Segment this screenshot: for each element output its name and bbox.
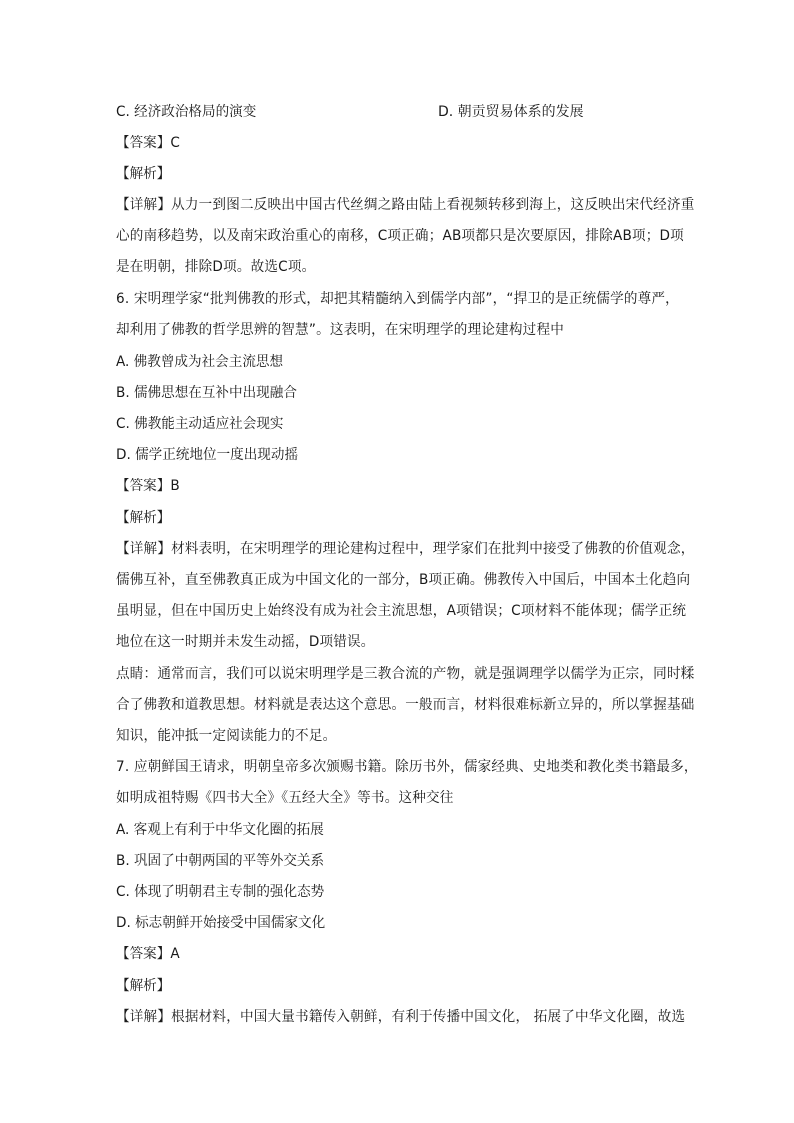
q6-detail-line: 儒佛互补，直至佛教真正成为中国文化的一部分，B项正确。佛教传入中国后，中国本土化趋向: [116, 572, 691, 588]
q7-option-a: A. 客观上有利于中华文化圈的拓展: [116, 822, 324, 838]
q6-analysis-label: 【解析】: [116, 510, 171, 526]
q7-stem-line: 如明成祖特赐《四书大全》《五经大全》等书。这种交往: [116, 790, 454, 806]
q5-detail-line: 【详解】从力一到图二反映出中国古代丝绸之路由陆上看视频转移到海上，这反映出宋代经济重: [116, 197, 695, 213]
q6-note-line: 知识，能冲抵一定阅读能力的不足。: [116, 728, 337, 744]
q7-option-d: D. 标志朝鲜开始接受中国儒家文化: [116, 915, 326, 931]
q7-answer: 【答案】A: [116, 946, 180, 962]
q6-note-line: 合了佛教和道教思想。材料就是表达这个意思。一般而言，材料很难标新立异的，所以掌握基础: [116, 697, 695, 713]
q7-detail-line: 【详解】根据材料，中国大量书籍传入朝鲜，有利于传播中国文化， 拓展了中华文化圈，故选: [116, 1009, 686, 1025]
q6-detail-line: 虽明显，但在中国历史上始终没有成为社会主流思想，A项错误；C项材料不能体现；儒学正统: [116, 603, 687, 619]
q7-option-c: C. 体现了明朝君主专制的强化态势: [116, 884, 325, 900]
q7-stem-line: 7. 应朝鲜国王请求，明朝皇帝多次颁赐书籍。除历书外，儒家经典、史地类和教化类书籍最多，: [116, 759, 698, 775]
q7-analysis-label: 【解析】: [116, 978, 171, 994]
q6-option-c: C. 佛教能主动适应社会现实: [116, 416, 284, 432]
q5-answer: 【答案】C: [116, 135, 180, 151]
q5-analysis-label: 【解析】: [116, 166, 171, 182]
q6-note-line: 点睛：通常而言，我们可以说宋明理学是三教合流的产物，就是强调理学以儒学为正宗，同时糅: [116, 666, 695, 682]
q6-detail-line: 地位在这一时期并未发生动摇，D项错误。: [116, 634, 375, 650]
q6-option-b: B. 儒佛思想在互补中出现融合: [116, 385, 297, 401]
q6-detail-line: 【详解】材料表明，在宋明理学的理论建构过程中，理学家们在批判中接受了佛教的价值观念，: [116, 541, 695, 557]
q5-option-c: C. 经济政治格局的演变: [116, 104, 257, 120]
q6-stem-line: 6. 宋明理学家“批判佛教的形式，却把其精髓纳入到儒学内部”，“捍卫的是正统儒学的尊严，: [116, 291, 679, 307]
q6-answer: 【答案】B: [116, 478, 180, 494]
q5-option-d: D. 朝贡贸易体系的发展: [438, 104, 584, 120]
q6-option-d: D. 儒学正统地位一度出现动摇: [116, 447, 299, 463]
q5-detail-line: 是在明朝，排除D项。故选C项。: [116, 259, 316, 275]
q6-stem-line: 却利用了佛教的哲学思辨的智慧”。这表明，在宋明理学的理论建构过程中: [116, 322, 565, 338]
q7-option-b: B. 巩固了中朝两国的平等外交关系: [116, 853, 325, 869]
q6-option-a: A. 佛教曾成为社会主流思想: [116, 354, 284, 370]
q5-detail-line: 心的南移趋势，以及南宋政治重心的南移，C项正确；AB项都只是次要原因，排除AB项；D项: [116, 228, 684, 244]
